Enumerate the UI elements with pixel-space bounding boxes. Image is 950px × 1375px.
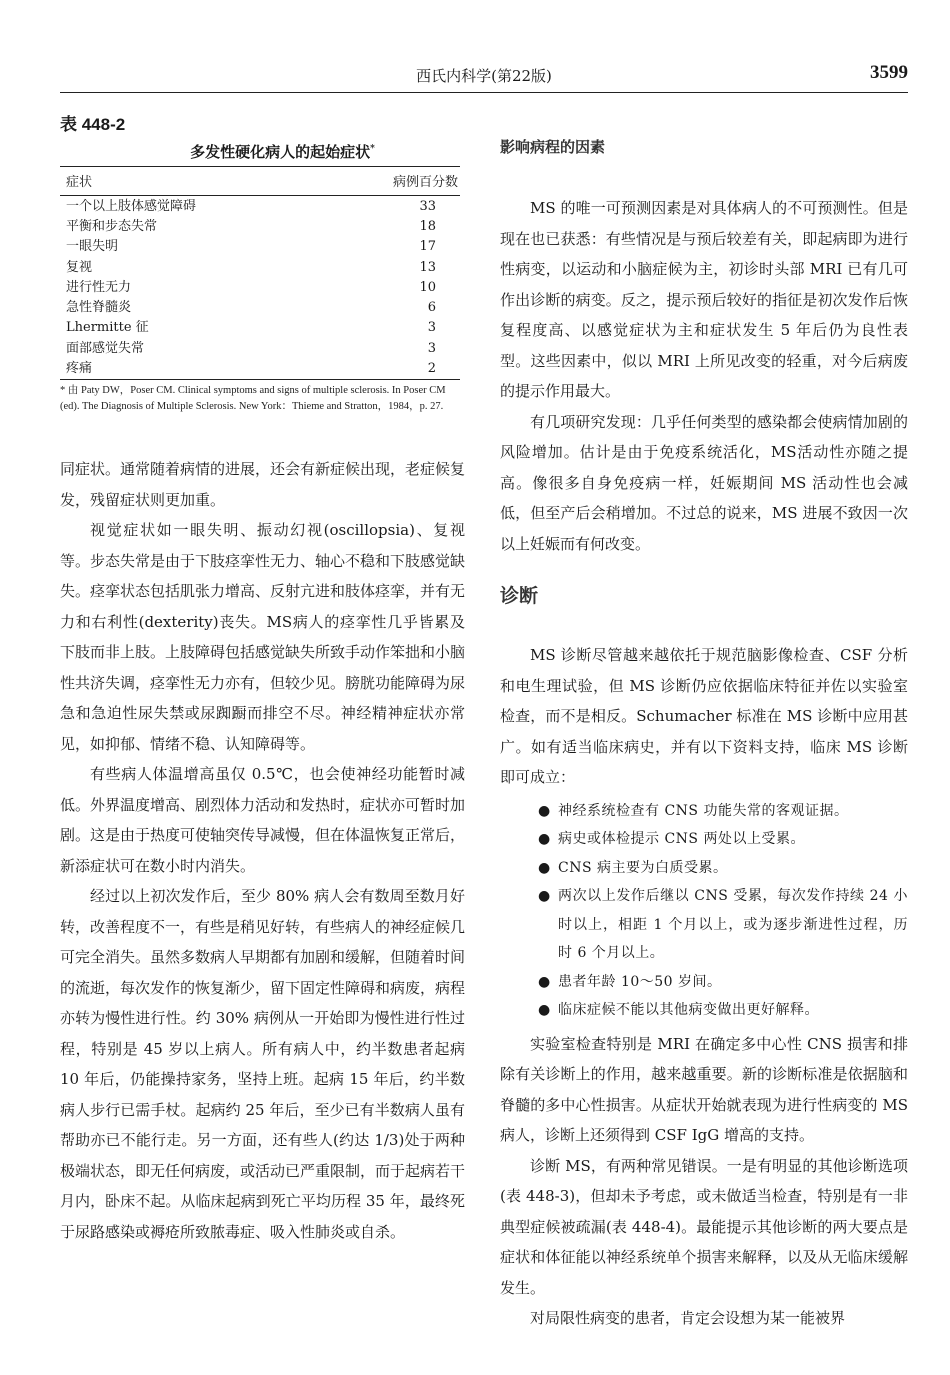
- header-rule: [60, 92, 908, 93]
- section-heading-prognosis: 影响病程的因素: [500, 138, 606, 156]
- bullet-icon: ●: [538, 973, 551, 990]
- bullet-icon: ●: [538, 859, 551, 876]
- table-row: [60, 358, 460, 379]
- column-header-symptom: 症状: [60, 167, 323, 196]
- table-title: 多发性硬化病人的起始症状*: [190, 143, 375, 161]
- percent-cell: 18: [419, 218, 436, 234]
- symptom-table: [60, 166, 460, 380]
- paragraph: 有几项研究发现：几乎任何类型的感染都会使病情加剧的风险增加。估计是由于免疫系统活化，MS活动性亦随之提高。像很多自身免疫病一样，妊娠期间 MS 活动性也会减低，但至产后会稍增加。不过总的说来，MS 进展不致因一次以上妊娠而有何改变。: [500, 412, 908, 553]
- table-header-row: [60, 167, 460, 196]
- criteria-list: [500, 797, 908, 1025]
- paragraph: 经过以上初次发作后，至少 80% 病人会有数周至数月好转，改善程度不一，有些是稍见好转，有些病人的神经症候几可完全消失。虽然多数病人早期都有加剧和缓解，但随着时间的流逝，每次发作的恢复渐少，留下固定性障碍和病废，病程亦转为慢性进行性。约 30% 病例从一开始即为慢性进行性过程，特别是 45 岁以上病人。所有病人中，约半数患者起病 10 年后，仍能操持家务，坚持上班。起病 15 年后，约半数病人步行已需手杖。起病约 25 年后，至少已有半数病人虽有帮助亦已不能行走。另一方面，还有些人(约达 1/3)处于两种极端状态，即无任何病废，或活动已严重限制，而于起病若干月内，卧床不起。从临床起病到死亡平均历程 35 年，最终死于尿路感染或褥疮所致脓毒症、吸入性肺炎或自杀。: [60, 887, 466, 1241]
- list-item: ● 两次以上发作后继以 CNS 受累，每次发作持续 24 小时以上，相距 1 个月以上，或为逐步渐进性过程，历时 6 个月以上。: [500, 882, 908, 968]
- percent-cell: 6: [427, 300, 436, 316]
- running-header: [60, 62, 908, 88]
- percent-cell: 2: [323, 358, 460, 379]
- symptom-cell: 一个以上肢体感觉障碍: [66, 198, 197, 214]
- table-row: [60, 318, 460, 338]
- list-item: ● 病史或体检提示 CNS 两处以上受累。: [500, 825, 908, 854]
- symptom-cell: Lhermitte 征: [66, 320, 149, 336]
- paragraph: 视觉症状如一眼失明、振动幻视(oscillopsia)、复视等。步态失常是由于下肢痉挛性无力、轴心不稳和下肢感觉缺失。痉挛状态包括肌张力增高、反射亢进和肢体痉挛，并有无力和右利性(dexterity)丧失。MS病人的痉挛性几乎皆累及下肢而非上肢。上肢障碍包括感觉缺失所致手动作笨拙和小脑性共济失调，痉挛性无力亦有，但较少见。膀胱功能障碍为尿急和急迫性尿失禁或尿踟蹰而排空不尽。神经精神症状亦常见，如抑郁、情绪不稳、认知障碍等。: [60, 521, 466, 753]
- list-item: ● CNS 病主要为白质受累。: [500, 854, 908, 883]
- book-title: 西氏内科学(第22版): [416, 67, 552, 85]
- paragraph: MS 诊断尽管越来越依托于规范脑影像检查、CSF 分析和电生理试验，但 MS 诊断仍应依据临床特征并佐以实验室检查，而不是相反。Schumacher 标准在 MS 诊断中应用甚广。如有适当临床病史，并有以下资料支持，临床 MS 诊断即可成立：: [500, 646, 908, 786]
- symptom-cell: 面部感觉失常: [66, 340, 145, 356]
- percent-cell: 10: [419, 279, 436, 295]
- symptom-cell: 疼痛: [60, 358, 323, 379]
- percent-cell: 13: [419, 259, 436, 275]
- symptom-cell: 急性脊髓炎: [66, 300, 132, 316]
- symptom-cell: 复视: [66, 259, 93, 275]
- paragraph: 同症状。通常随着病情的进展，还会有新症候出现，老症候复发，残留症状则更加重。: [60, 460, 466, 509]
- table-title-mark: *: [370, 144, 375, 154]
- percent-cell: 17: [419, 239, 436, 255]
- table-row: [60, 338, 460, 358]
- bullet-icon: ●: [538, 802, 551, 819]
- paragraph: MS 的唯一可预测因素是对具体病人的不可预测性。但是现在也已获悉：有些情况是与预后较差有关，即起病即为进行性病变，以运动和小脑症候为主，初诊时头部 MRI 已有几可作出诊断的病变。反之，提示预后较好的指征是初次发作后恢复程度高、以感觉症状为主和症状发生 5 年后仍为良性表型。这些因素中，似以 MRI 上所见改变的轻重，对今后病废的提示作用最大。: [500, 199, 908, 400]
- paragraph: 实验室检查特别是 MRI 在确定多中心性 CNS 损害和排除有关诊断上的作用，越来越重要。新的诊断标准是依据脑和脊髓的多中心性损害。从症状开始就表现为进行性病变的 MS 病人，诊断上还须得到 CSF IgG 增高的支持。: [500, 1034, 908, 1144]
- list-item: ● 临床症候不能以其他病变做出更好解释。: [500, 996, 908, 1025]
- list-item: ● 神经系统检查有 CNS 功能失常的客观证据。: [500, 797, 908, 826]
- section-heading-diagnosis: 诊断: [500, 585, 539, 607]
- bullet-icon: ●: [538, 831, 551, 847]
- paragraph: 对局限性病变的患者，肯定会设想为某一能被界: [530, 1309, 846, 1327]
- table-row: [60, 297, 460, 317]
- right-column: [500, 136, 908, 1334]
- paragraph: 有些病人体温增高虽仅 0.5℃，也会使神经功能暂时减低。外界温度增高、剧烈体力活动和发热时，症状亦可暂时加剧。这是由于热度可使轴突传导减慢，但在体温恢复正常后，新添症状可在数小时内消失。: [60, 765, 466, 875]
- paragraph: 诊断 MS，有两种常见错误。一是有明显的其他诊断选项(表 448-3)，但却未予考虑，或未做适当检查，特别是有一非典型症候被疏漏(表 448-4)。最能提示其他诊断的两大要点是症状和体征能以神经系统单个损害来解释，以及从无临床缓解发生。: [500, 1156, 908, 1297]
- percent-cell: 33: [419, 198, 436, 214]
- bullet-icon: ●: [538, 1002, 551, 1018]
- table-row: [60, 216, 460, 236]
- column-header-percent: 病例百分数: [323, 167, 460, 196]
- table-row: [60, 277, 460, 297]
- symptom-cell: 一眼失明: [66, 239, 119, 255]
- left-body-text: [60, 454, 465, 1247]
- table-label: 表 448-2: [60, 115, 126, 134]
- percent-cell: 3: [427, 320, 436, 336]
- bullet-icon: ●: [538, 888, 551, 904]
- list-item: ● 患者年龄 10～50 岁间。: [500, 968, 908, 997]
- table-footnote: * 由 Paty DW，Poser CM. Clinical symptoms and signs of multiple sclerosis. In Poser CM (ed). The Diagnosis of Multiple Sclerosis. New York：Thieme and Stratton，1984，p. 27.: [60, 384, 446, 412]
- symptom-cell: 进行性无力: [66, 279, 132, 295]
- table-row: [60, 196, 460, 217]
- percent-cell: 3: [427, 340, 436, 356]
- symptom-cell: 平衡和步态失常: [66, 218, 158, 234]
- table-block: [60, 110, 465, 415]
- table-row: [60, 257, 460, 277]
- page-number: 3599: [870, 62, 908, 83]
- table-row: [60, 237, 460, 257]
